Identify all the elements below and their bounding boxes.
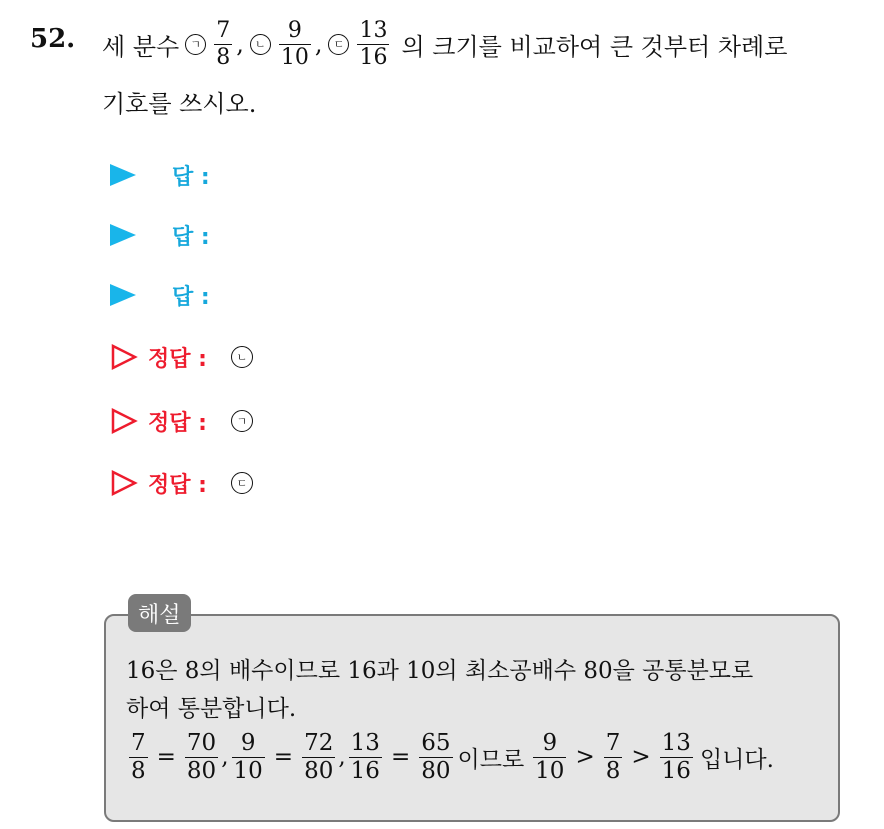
- question-number: 52.: [30, 24, 76, 54]
- outline-triangle-icon: [110, 343, 138, 371]
- fraction-numerator: 9: [240, 729, 256, 756]
- circled-marker-a-icon: ㄱ: [185, 34, 206, 55]
- equals-sign: =: [156, 744, 176, 770]
- fraction-numerator: 7: [216, 17, 231, 43]
- explanation-line-1: 16은 8의 배수이므로 16과 10의 최소공배수 80을 공통분모로: [126, 658, 754, 684]
- fraction-denominator: 8: [216, 44, 231, 70]
- fraction-numerator: 13: [359, 17, 388, 43]
- question-tail: 의 크기를 비교하여 큰 것부터 차례로: [401, 32, 788, 61]
- answer-key-label: 정답 :: [148, 346, 207, 372]
- fraction-numerator: 65: [421, 729, 451, 756]
- circled-answer-icon: ㄷ: [231, 472, 253, 494]
- answer-key-label: 정답 :: [148, 472, 207, 498]
- fraction: [302, 729, 335, 784]
- fraction-denominator: 80: [186, 757, 217, 784]
- fraction-denominator: 10: [535, 757, 565, 784]
- fraction-numerator: 13: [350, 729, 380, 756]
- fraction-numerator: 7: [605, 729, 621, 756]
- answer-label: 답 :: [172, 164, 210, 190]
- fraction-denominator: 16: [350, 757, 380, 784]
- fraction-denominator: 80: [421, 757, 451, 784]
- explanation-end: 입니다.: [699, 746, 774, 773]
- circled-answer-icon: ㄱ: [231, 410, 253, 432]
- circled-answer-icon: ㄴ: [231, 346, 253, 368]
- fraction: [419, 729, 452, 784]
- fraction-numerator: 13: [661, 729, 691, 756]
- equals-sign: =: [390, 744, 411, 770]
- comma: ,: [221, 744, 229, 770]
- answer-key-row: [110, 467, 253, 499]
- explanation-connector: 이므로: [457, 746, 525, 773]
- answer-row: [110, 219, 210, 251]
- comma: ,: [338, 744, 346, 770]
- fraction-denominator: 80: [304, 757, 334, 784]
- answer-key-row: [110, 341, 253, 373]
- fraction-numerator: 70: [186, 729, 217, 756]
- play-triangle-icon: [110, 164, 136, 186]
- answer-key-label: 정답 :: [148, 410, 207, 436]
- fraction: [533, 729, 566, 784]
- answer-row: [110, 159, 210, 191]
- circled-marker-c-icon: ㄷ: [328, 34, 349, 55]
- comma: ,: [314, 30, 323, 58]
- fraction-b: [279, 17, 311, 70]
- question-intro: 세 분수: [102, 32, 180, 61]
- fraction-denominator: 16: [359, 44, 388, 70]
- comma: ,: [236, 30, 244, 58]
- outline-triangle-icon: [110, 407, 138, 435]
- fraction-c: [357, 17, 389, 70]
- explanation-line-2: 하여 통분합니다.: [126, 696, 297, 722]
- fraction-numerator: 9: [287, 17, 302, 43]
- answer-key-row: [110, 405, 253, 437]
- fraction: [185, 729, 218, 784]
- circled-marker-b-icon: ㄴ: [250, 34, 271, 55]
- answer-row: [110, 279, 210, 311]
- fraction-denominator: 16: [661, 757, 691, 784]
- fraction: [232, 729, 265, 784]
- answer-label: 답 :: [172, 224, 210, 250]
- question-line-2: 기호를 쓰시오.: [102, 90, 257, 118]
- fraction-denominator: 8: [605, 757, 621, 784]
- fraction-numerator: 7: [131, 729, 146, 756]
- greater-than-sign: >: [575, 744, 595, 770]
- fraction-numerator: 72: [304, 729, 334, 756]
- question-line-1: [102, 14, 787, 74]
- greater-than-sign: >: [631, 744, 651, 770]
- fraction-denominator: 8: [131, 757, 146, 784]
- fraction: [604, 729, 623, 784]
- play-triangle-icon: [110, 224, 136, 246]
- fraction: [129, 729, 148, 784]
- play-triangle-icon: [110, 284, 136, 306]
- answer-label: 답 :: [172, 284, 210, 310]
- fraction-numerator: 9: [542, 729, 558, 756]
- fraction-denominator: 10: [280, 44, 309, 70]
- equals-sign: =: [273, 744, 294, 770]
- explanation-tab: 해설: [128, 594, 191, 632]
- fraction: [660, 729, 693, 784]
- fraction: [349, 729, 382, 784]
- outline-triangle-icon: [110, 469, 138, 497]
- fraction-a: [214, 17, 232, 70]
- explanation-math: [126, 722, 774, 792]
- fraction-denominator: 10: [233, 757, 263, 784]
